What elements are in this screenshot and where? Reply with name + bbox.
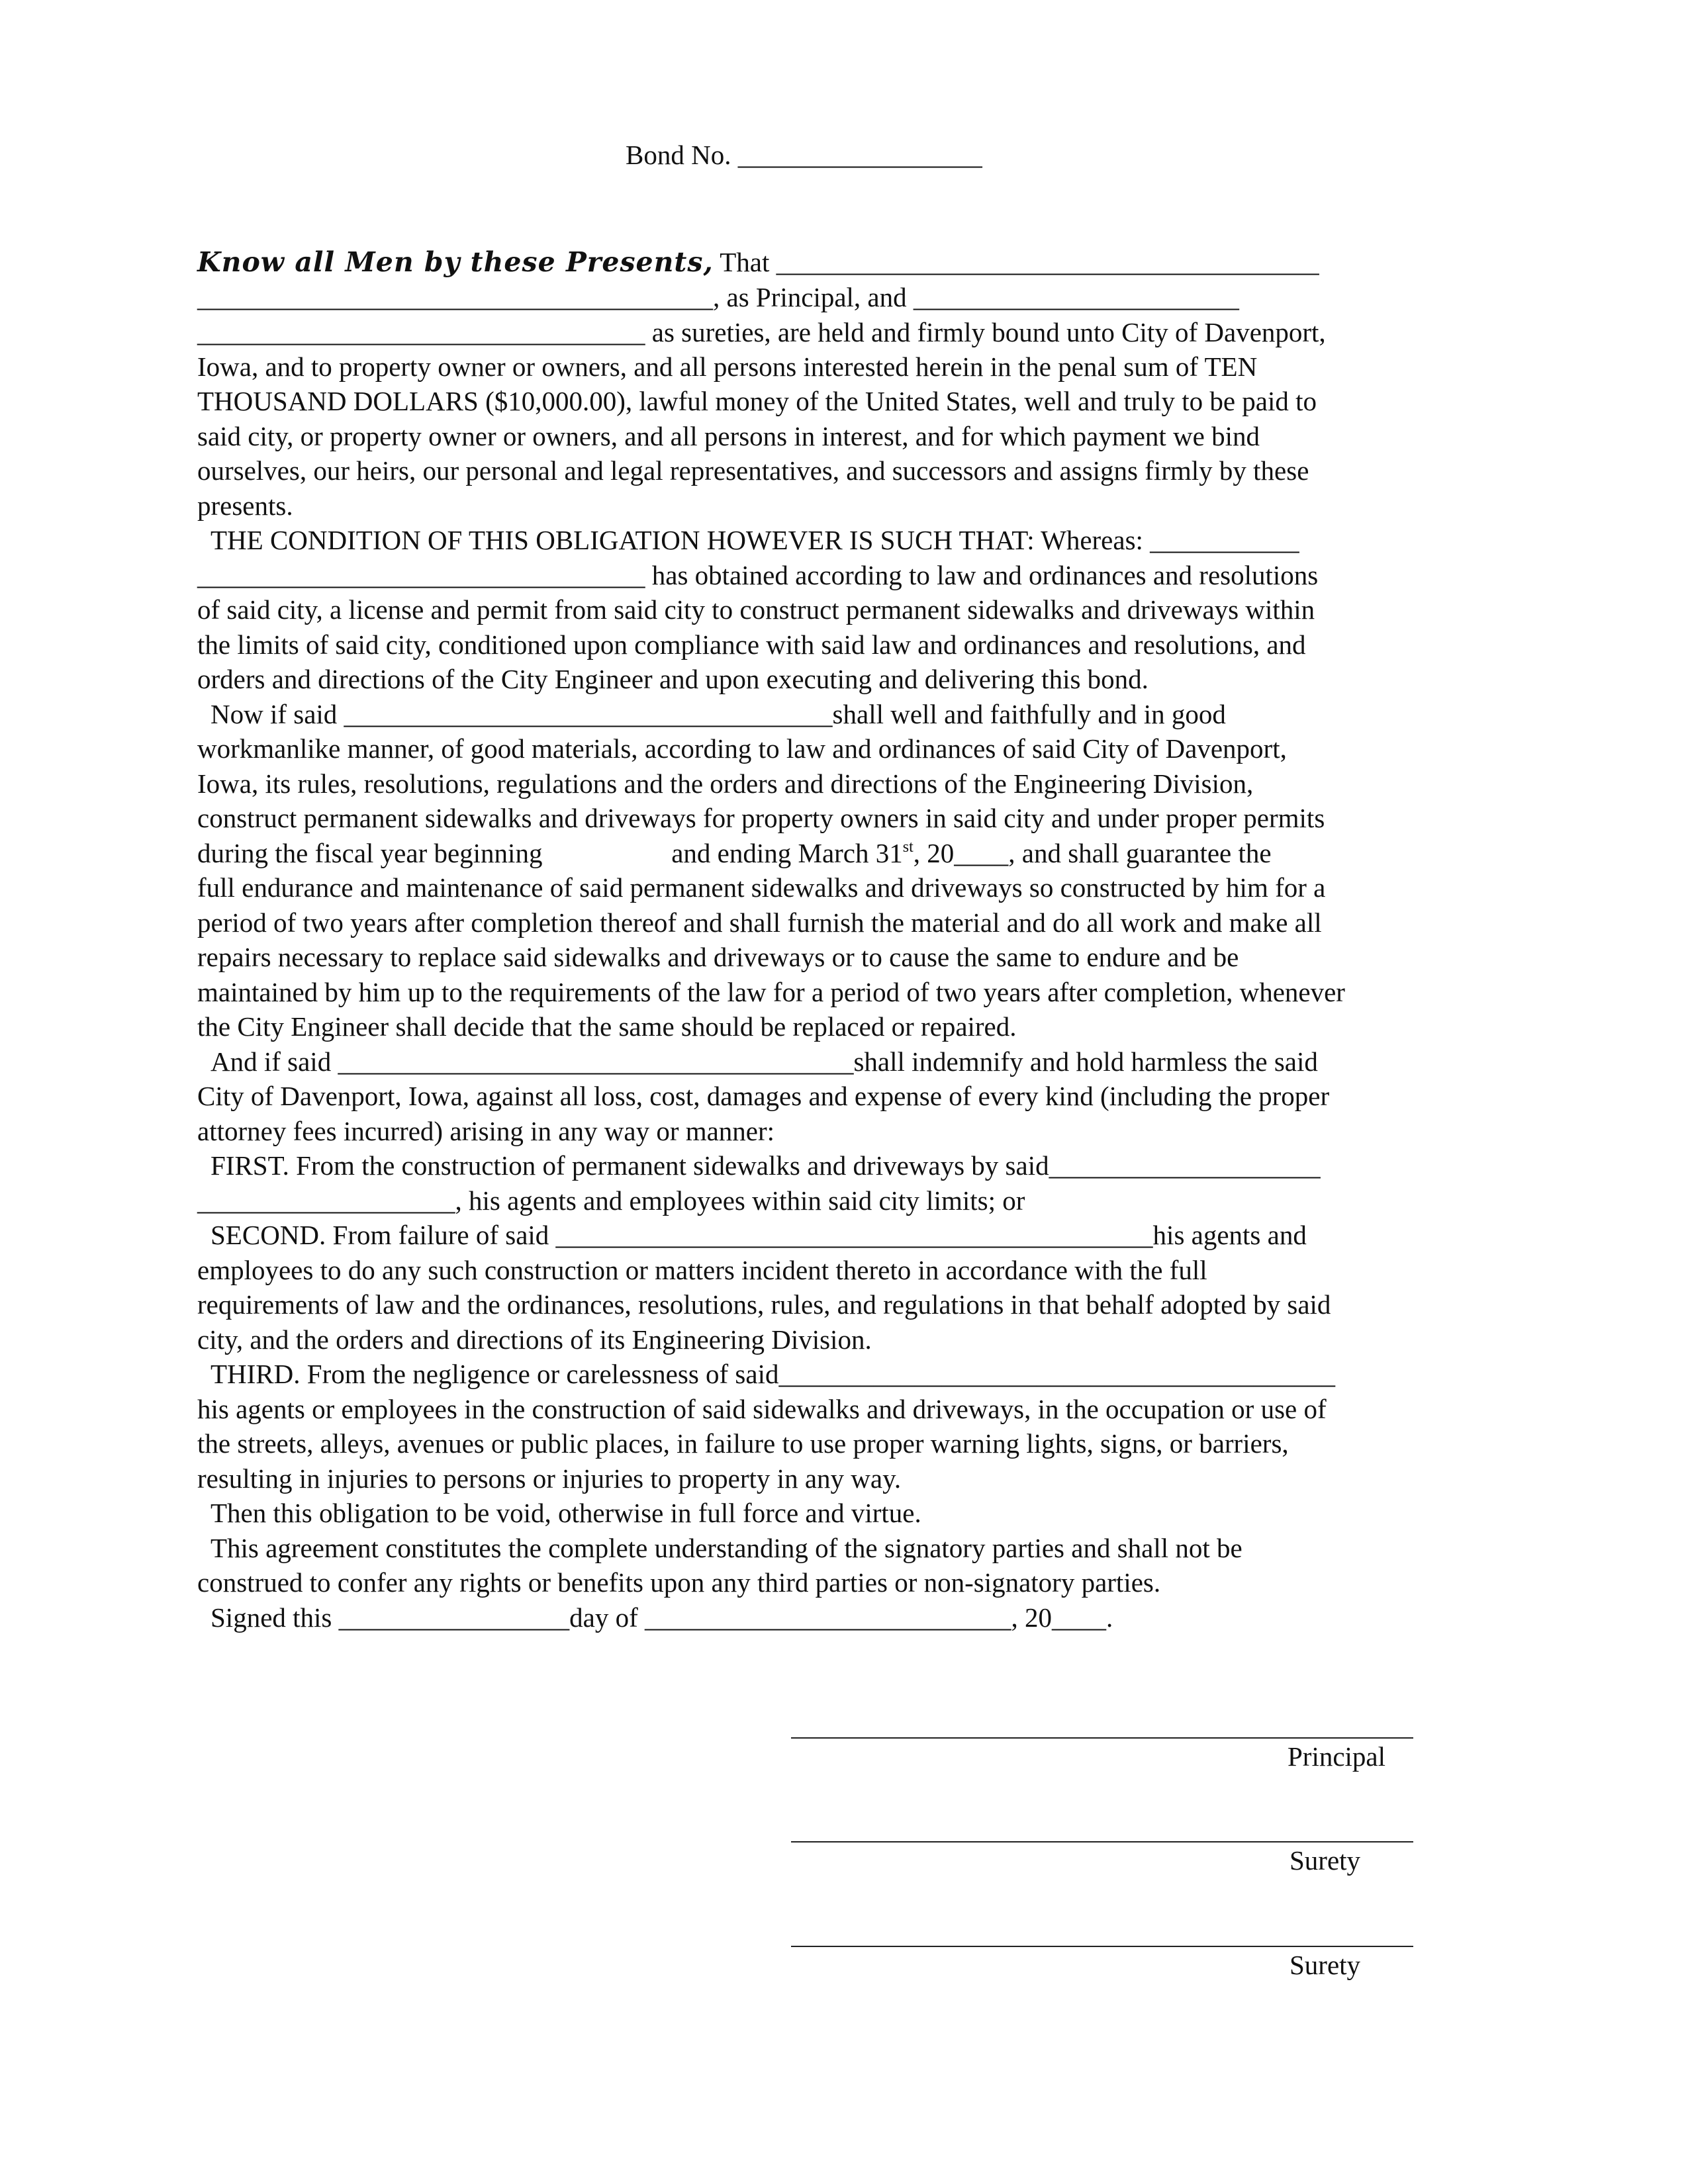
principal-signature-line[interactable] — [791, 1737, 1413, 1739]
body-line: the limits of said city, conditioned upon compliance with said law and ordinances and resolutions, and — [197, 629, 1306, 660]
body-line: workmanlike manner, of good materials, according to law and ordinances of said City of Davenport, — [197, 733, 1287, 764]
body-line: Iowa, its rules, resolutions, regulations and the orders and directions of the Engineering Division, — [197, 768, 1254, 799]
fiscal-year-text-end: , 20____, and shall guarantee the — [913, 838, 1272, 868]
body-line: requirements of law and the ordinances, resolutions, rules, and regulations in that behalf adopted by said — [197, 1289, 1331, 1320]
surety-signature-line-1[interactable] — [791, 1841, 1413, 1843]
body-line: Iowa, and to property owner or owners, and all persons interested herein in the penal sum of TEN — [197, 351, 1258, 382]
body-line: ___________________, his agents and employees within said city limits; or — [197, 1185, 1025, 1216]
body-line: said city, or property owner or owners, and all persons in interest, and for which payment we bind — [197, 421, 1260, 451]
know-all-line — [197, 245, 1319, 279]
body-line: construed to confer any rights or benefits upon any third parties or non-signatory parties. — [197, 1567, 1161, 1598]
surety-label-2: Surety — [1289, 1950, 1361, 1980]
bond-number-line: Bond No. __________________ — [626, 140, 982, 170]
agreement-clause-line: This agreement constitutes the complete understanding of the signatory parties and shall not be — [211, 1533, 1243, 1563]
surety-label-1: Surety — [1289, 1845, 1361, 1876]
second-clause-line: SECOND. From failure of said ____________________________________________his agents and — [211, 1220, 1307, 1250]
body-line: _________________________________ has obtained according to law and ordinances and resolutions — [197, 560, 1319, 590]
principal-line: ______________________________________, as Principal, and ________________________ — [197, 282, 1239, 312]
surety-signature-line-2[interactable] — [791, 1946, 1413, 1947]
body-line: ourselves, our heirs, our personal and legal representatives, and successors and assigns firmly by these — [197, 455, 1309, 486]
body-line: of said city, a license and permit from said city to construct permanent sidewalks and driveways within — [197, 594, 1315, 625]
body-line: presents. — [197, 490, 293, 521]
penal-sum-line: THOUSAND DOLLARS ($10,000.00), lawful money of the United States, well and truly to be paid to — [197, 386, 1317, 416]
body-line: full endurance and maintenance of said permanent sidewalks and driveways so constructed by him for a — [197, 872, 1326, 903]
body-line: attorney fees incurred) arising in any way or manner: — [197, 1116, 775, 1146]
body-line: the City Engineer shall decide that the same should be replaced or repaired. — [197, 1011, 1017, 1042]
condition-line: THE CONDITION OF THIS OBLIGATION HOWEVER IS SUCH THAT: Whereas: ___________ — [211, 525, 1299, 555]
body-line: repairs necessary to replace said sidewalks and driveways or to cause the same to endure and be — [197, 942, 1239, 972]
know-all-heading: Know all Men by these Presents, — [197, 246, 714, 278]
third-clause-line: THIRD. From the negligence or carelessness of said_________________________________________ — [211, 1359, 1335, 1389]
now-if-said-line: Now if said ____________________________________shall well and faithfully and in good — [211, 699, 1226, 729]
and-if-said-line: And if said ______________________________________shall indemnify and hold harmless the said — [211, 1046, 1318, 1077]
body-line: resulting in injuries to persons or injuries to property in any way. — [197, 1463, 902, 1494]
fiscal-year-line — [197, 836, 1272, 870]
sureties-line: _________________________________ as sureties, are held and firmly bound unto City of Davenport, — [197, 317, 1326, 347]
body-line: employees to do any such construction or matters incident thereto in accordance with the full — [197, 1255, 1207, 1285]
body-line: the streets, alleys, avenues or public places, in failure to use proper warning lights, signs, or barriers, — [197, 1428, 1289, 1459]
ordinal-suffix: st — [902, 839, 914, 856]
principal-label: Principal — [1288, 1741, 1386, 1772]
know-all-rest: That ________________________________________ — [713, 247, 1319, 277]
first-clause-line: FIRST. From the construction of permanent sidewalks and driveways by said____________________ — [211, 1150, 1321, 1181]
signed-date-line: Signed this _________________day of ___________________________, 20____. — [211, 1602, 1113, 1633]
body-line: construct permanent sidewalks and driveways for property owners in said city and under proper permits — [197, 803, 1325, 833]
void-clause-line: Then this obligation to be void, otherwise in full force and virtue. — [211, 1498, 921, 1528]
body-line: his agents or employees in the construction of said sidewalks and driveways, in the occupation or use of — [197, 1394, 1327, 1424]
body-line: orders and directions of the City Engineer and upon executing and delivering this bond. — [197, 664, 1149, 694]
body-line: City of Davenport, Iowa, against all loss, cost, damages and expense of every kind (including the proper — [197, 1081, 1330, 1111]
body-line: city, and the orders and directions of its Engineering Division. — [197, 1324, 872, 1355]
body-line: maintained by him up to the requirements of the law for a period of two years after completion, whenever — [197, 977, 1345, 1007]
body-line: period of two years after completion thereof and shall furnish the material and do all work and make all — [197, 907, 1322, 938]
fiscal-year-text: during the fiscal year beginning and ending March 31 — [197, 838, 903, 868]
